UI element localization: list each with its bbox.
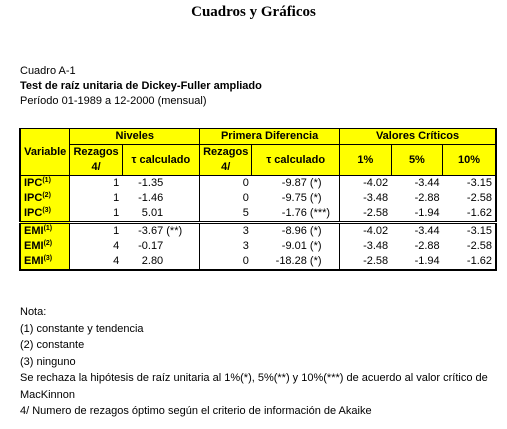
cell-crit-1: -4.02 <box>340 223 392 240</box>
table-title: Test de raíz unitaria de Dickey-Fuller ampliado <box>20 80 262 92</box>
header-rezagos-diferencia: Rezagos 4/ <box>200 145 252 176</box>
cell-tau-n: -0.17 <box>122 239 199 254</box>
cell-rezagos-n: 1 <box>113 192 120 204</box>
cell-tau-d: -9.75 (*) <box>252 191 340 206</box>
header-niveles: Niveles <box>70 129 200 145</box>
table-row <box>20 176 496 192</box>
cell-crit-1: -2.58 <box>340 254 392 270</box>
table-number: Cuadro A-1 <box>20 65 76 77</box>
cell-rezagos-d: 0 <box>242 192 249 204</box>
cell-tau-d: -1.76 (***) <box>252 206 340 223</box>
table-row <box>20 239 496 254</box>
cell-tau-n: -1.35 <box>122 176 199 192</box>
cell-rezagos-n: 1 <box>113 207 120 219</box>
cell-tau-n: -3.67 (**) <box>122 223 199 240</box>
cell-tau-n: -1.46 <box>122 191 199 206</box>
note-2: (2) constante <box>20 339 85 351</box>
table-row <box>20 223 496 240</box>
cell-crit-10: -3.15 <box>443 223 496 240</box>
header-tau-niveles: τ calculado <box>122 145 199 176</box>
cell-crit-1: -4.02 <box>363 177 389 189</box>
unit-root-table <box>19 128 497 271</box>
cell-crit-5: -1.94 <box>391 254 443 270</box>
row-variable: EMI$^{(3)}$ <box>20 254 70 270</box>
cell-rezagos-d: 5 <box>242 207 249 219</box>
cell-rezagos-n: 1 <box>70 223 122 240</box>
table-row <box>20 254 496 270</box>
cell-rezagos-d: 3 <box>242 240 249 252</box>
header-valores-criticos: Valores Críticos <box>340 129 496 145</box>
note-5: 4/ Numero de rezagos óptimo según el criterio de información de Akaike <box>20 405 372 417</box>
table-row <box>20 191 496 206</box>
cell-rezagos-d: 3 <box>200 223 252 240</box>
cell-crit-10: -1.62 <box>443 206 496 223</box>
cell-crit-5: -3.44 <box>414 177 440 189</box>
row-variable: EMI$^{(2)}$ <box>20 239 70 254</box>
row-variable: IPC$^{(2)}$ <box>20 191 70 206</box>
cell-crit-1: -3.48 <box>363 192 389 204</box>
page-title: Cuadros y Gráficos <box>191 4 316 20</box>
row-variable: EMI$^{(1)}$ <box>20 223 70 240</box>
cell-rezagos-d: 0 <box>200 254 252 270</box>
cell-rezagos-n: 4 <box>113 240 120 252</box>
cell-rezagos-d: 0 <box>242 177 249 189</box>
cell-crit-10: -3.15 <box>443 176 496 192</box>
cell-crit-5: -2.88 <box>414 192 440 204</box>
table-period: Período 01-1989 a 12-2000 (mensual) <box>20 95 207 107</box>
table-notes <box>20 304 500 420</box>
cell-tau-d: -9.01 (*) <box>252 239 340 254</box>
note-1: (1) constante y tendencia <box>20 322 144 335</box>
cell-tau-n: 5.01 <box>122 206 199 223</box>
header-primera-diferencia: Primera Diferencia <box>200 129 340 145</box>
table-row <box>20 206 496 223</box>
note-4: Se rechaza la hipótesis de raíz unitaria al 1%(*), 5%(**) y 10%(***) de acuerdo al valor crítico de MacKinnon <box>20 372 488 401</box>
notes-title: Nota: <box>20 306 47 318</box>
header-variable: Variable <box>20 129 70 176</box>
note-3: (3) ninguno <box>20 355 76 368</box>
cell-crit-5: -1.94 <box>414 207 440 219</box>
header-rezagos-niveles: Rezagos 4/ <box>70 145 122 176</box>
cell-tau-n: 2.80 <box>122 254 199 270</box>
cell-tau-d: -8.96 (*) <box>252 223 340 240</box>
cell-crit-10: -2.58 <box>443 239 496 254</box>
row-variable: IPC$^{(1)}$ <box>20 176 70 192</box>
header-crit-10: 10% <box>443 145 496 176</box>
row-variable: IPC$^{(3)}$ <box>20 206 70 223</box>
header-tau-diferencia: τ calculado <box>252 145 340 176</box>
cell-tau-d: -18.28 (*) <box>252 254 340 270</box>
header-crit-5: 5% <box>391 145 443 176</box>
cell-crit-5: -2.88 <box>414 240 440 252</box>
cell-crit-1: -3.48 <box>363 240 389 252</box>
cell-crit-10: -1.62 <box>443 254 496 270</box>
header-crit-1: 1% <box>340 145 392 176</box>
cell-crit-10: -2.58 <box>443 191 496 206</box>
cell-crit-5: -3.44 <box>391 223 443 240</box>
cell-rezagos-n: 4 <box>70 254 122 270</box>
cell-crit-1: -2.58 <box>363 207 389 219</box>
cell-rezagos-n: 1 <box>113 177 120 189</box>
cell-tau-d: -9.87 (*) <box>252 176 340 192</box>
